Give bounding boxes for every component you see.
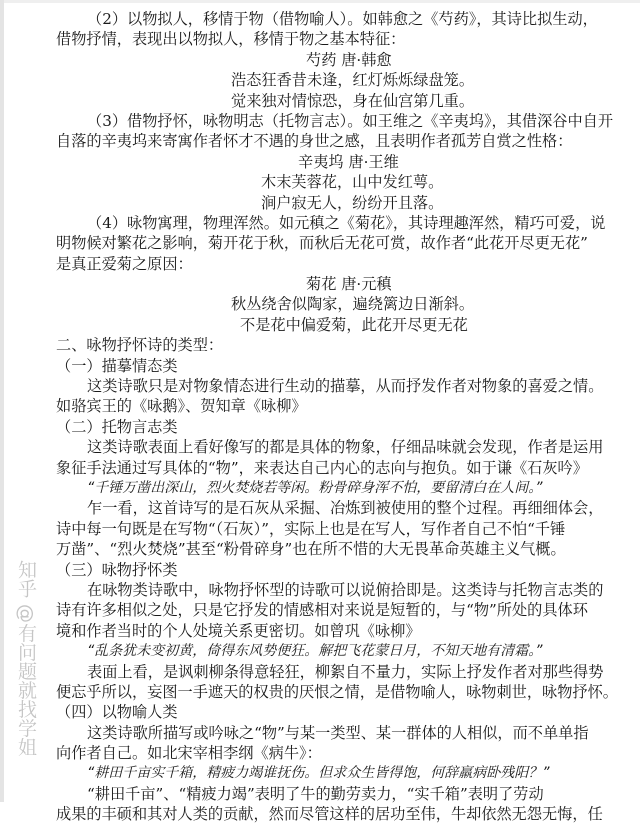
paragraph-line: 诗有许多相似之处，只是它抒发的情感相对来说是短暂的，与“物”所处的具体环	[56, 601, 588, 620]
paragraph-line: 这类诗歌表面上看好像写的都是具体的物象，仔细品味就会发现，作者是运用	[87, 438, 604, 457]
page-top-edge	[0, 0, 640, 3]
paragraph-line: 乍一看，这首诗写的是石灰从采掘、冶炼到被使用的整个过程。再细细体会，	[87, 499, 604, 518]
paragraph-line: 境和作者当时的个人处境关系更密切。如曾巩《咏柳》	[56, 621, 421, 640]
poem-line: 木末芙蓉花，山中发红萼。	[261, 173, 444, 192]
document-body	[56, 9, 626, 825]
paragraph-line: （3）借物抒怀，咏物明志（托物言志）。如王维之《辛夷坞》，其借深谷中自开	[87, 111, 614, 130]
paragraph-line: 万凿”、“烈火焚烧”甚至“粉骨碎身”也在所不惜的大无畏革命英雄主义气概。	[56, 540, 566, 559]
poem-line: 不是花中偏爱菊，此花开尽更无花	[240, 315, 468, 334]
poem-line: 浩态狂香昔未逢，红灯烁烁绿盘笼。	[231, 71, 474, 90]
paragraph-line: 诗中每一句既是在写物“（石灰）”，实际上也是在写人，写作者自己不怕“千锤	[56, 519, 566, 538]
poem-line: 觉来独对情惊恐，身在仙宫第几重。	[231, 91, 474, 110]
page-left-edge	[0, 0, 4, 802]
poem-quote: “千锤万凿出深山，烈火焚烧若等闲。粉骨碎身浑不怕，要留清白在人间。”	[87, 479, 543, 496]
subsection-heading: （二）托物言志类	[56, 417, 178, 436]
poem-title: 芍药 唐·韩愈	[306, 50, 392, 69]
paragraph-line: 向作者自己。如北宋宰相李纲《病牛》：	[56, 744, 322, 763]
paragraph-line: 如骆宾王的《咏鹅》、贺知章《咏柳》	[56, 397, 307, 416]
watermark: 知乎 @有问题就找学姐	[15, 560, 37, 757]
poem-title: 菊花 唐·元稹	[306, 275, 392, 294]
paragraph-line: 成果的丰硕和其对人类的贡献，然而尽管这样的居功至伟，牛却依然无怨无悔，任	[56, 805, 603, 824]
poem-title: 辛夷坞 唐·王维	[298, 152, 399, 171]
section-heading: 二、咏物抒怀诗的类型：	[56, 336, 224, 355]
paragraph-line: 象征手法通过写具体的“物”，来表达自己内心的志向与抱负。如于谦《石灰吟》	[56, 458, 588, 477]
paragraph-line: 便忘乎所以，妄图一手遮天的权贵的厌恨之情，是借物喻人，咏物刺世，咏物抒怀。	[56, 682, 618, 701]
subsection-heading: （四）以物喻人类	[56, 703, 178, 722]
poem-quote: “乱条犹未变初黄，倚得东风势便狂。解把飞花蒙日月，不知天地有清霜。”	[87, 643, 543, 660]
paragraph-line: 明物候对繁花之影响，菊开花于秋，而秋后无花可赏，故作者“此花开尽更无花”	[56, 234, 588, 253]
paragraph-line: 自落的辛夷坞来寄寓作者怀才不遇的身世之感，且表明作者孤芳自赏之性格：	[56, 132, 573, 151]
paragraph-line: “耕田千亩”、“精疲力竭”表明了牛的勤劳卖力，“实千箱”表明了劳动	[87, 784, 544, 803]
poem-line: 涧户寂无人，纷纷开且落。	[261, 193, 444, 212]
paragraph-line: 在咏物类诗歌中，咏物抒怀型的诗歌可以说俯拾即是。这类诗与托物言志类的	[87, 580, 604, 599]
paragraph-line: 借物抒情，表现出以物拟人，移情于物之基本特征：	[56, 30, 406, 49]
paragraph-line: （4）咏物寓理，物理浑然。如元稹之《菊花》，其诗理趣浑然，精巧可爱，说	[87, 213, 606, 232]
poem-quote: “耕田千亩实千箱，精疲力竭谁抚伤。但求众生皆得饱，何辞羸病卧残阳？”	[87, 765, 550, 782]
paragraph-line: 表面上看，是讽刺柳条得意轻狂，柳絮自不量力，实际上抒发作者对那些得势	[87, 662, 604, 681]
paragraph-line: 这类诗歌所描写或吟咏之“物”与某一类型、某一群体的人相似，而不单单指	[87, 723, 589, 742]
paragraph-line: 是真正爱菊之原因：	[56, 254, 193, 273]
paragraph-line: （2）以物拟人，移情于物（借物喻人）。如韩愈之《芍药》，其诗比拟生动，	[87, 10, 598, 28]
paragraph-line: 这类诗歌只是对物象情态进行生动的描摹，从而抒发作者对物象的喜爱之情。	[87, 377, 604, 396]
subsection-heading: （一）描摹情态类	[56, 356, 178, 375]
subsection-heading: （三）咏物抒怀类	[56, 560, 178, 579]
poem-line: 秋丛绕舍似陶家，遍绕篱边日渐斜。	[231, 295, 474, 314]
